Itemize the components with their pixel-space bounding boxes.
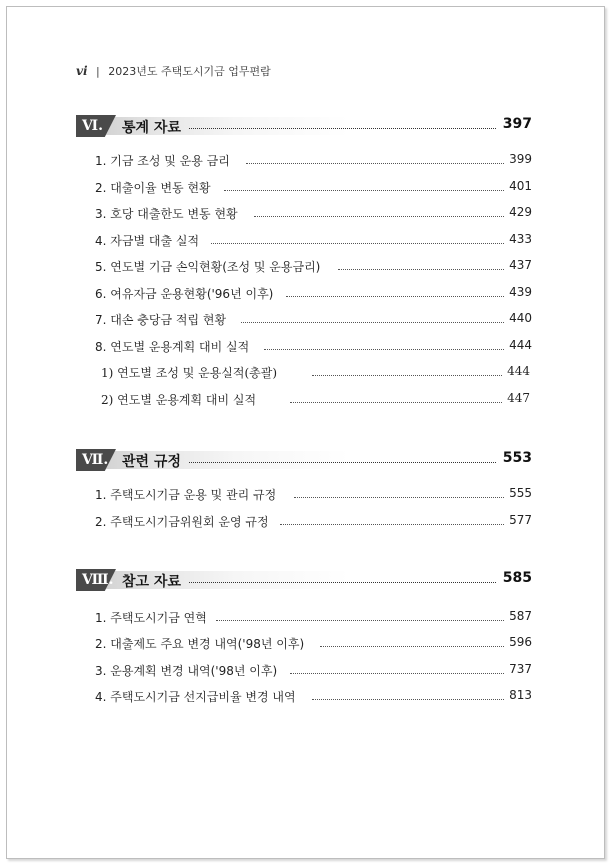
toc-entry[interactable] [76,311,532,331]
toc-entry-page: 737 [505,662,532,676]
toc-entry[interactable] [76,609,532,629]
dot-leader [224,190,504,191]
toc-entry-page: 555 [505,486,532,500]
page-numeral: vi [76,64,88,78]
dot-leader [254,216,504,217]
dot-leader [211,243,504,244]
section-page: 553 [502,450,532,466]
toc-entry[interactable] [76,285,532,305]
toc-entry-label: 8. 연도별 운용계획 대비 실적 [95,338,253,355]
section-title: 관련 규정 [122,454,181,470]
toc-entry-label: 2. 주택도시기금위원회 운영 규정 [95,513,273,530]
section-numeral: Ⅵ. [82,118,103,134]
toc-section [76,569,532,704]
toc-entry-label: 1. 기금 조성 및 운용 금리 [95,152,234,169]
toc-entry-page: 399 [505,152,532,166]
toc-entry-label: 6. 여유자금 운용현황('96년 이후) [95,285,277,302]
toc-entry-page: 437 [505,258,532,272]
dot-leader [290,673,504,674]
toc-entry-label: 3. 호당 대출한도 변동 현황 [95,205,242,222]
toc-entry-label: 3. 운용계획 변경 내역('98년 이후) [95,662,281,679]
dot-leader [312,375,502,376]
toc-entry-page: 444 [503,364,530,378]
toc-entry[interactable] [76,486,532,506]
toc-entry-label: 2. 대출제도 주요 변경 내역('98년 이후) [95,635,308,652]
section-title: 참고 자료 [122,574,181,590]
toc-entry-page: 596 [505,635,532,649]
dot-leader [338,269,504,270]
toc-entry-label: 7. 대손 충당금 적립 현황 [95,311,230,328]
toc-section [76,449,532,529]
toc-entry[interactable] [76,688,532,708]
dot-leader [246,163,504,164]
toc-subentry[interactable] [76,391,532,411]
dot-leader [320,646,504,647]
toc-entry-label: 2) 연도별 운용계획 대비 실적 [101,391,260,408]
dot-leader [290,402,502,403]
toc-entry-label: 1) 연도별 조성 및 운용실적(총괄) [101,364,281,381]
dot-leader [286,296,504,297]
dot-leader [294,497,504,498]
section-heading[interactable] [76,569,532,591]
section-numeral: Ⅷ. [82,572,114,588]
toc-entry-label: 1. 주택도시기금 연혁 [95,609,211,626]
toc-entry-label: 1. 주택도시기금 운용 및 관리 규정 [95,486,280,503]
toc-entry-page: 429 [505,205,532,219]
toc-entry-page: 433 [505,232,532,246]
toc-section [76,115,532,407]
toc-entry-label: 4. 자금별 대출 실적 [95,232,203,249]
section-numeral: Ⅶ. [82,452,109,468]
section-title: 통계 자료 [122,120,181,136]
section-page: 397 [502,116,532,132]
running-head [76,63,271,79]
header-separator: | [96,65,100,78]
dot-leader [280,524,504,525]
toc-entry-page: 587 [505,609,532,623]
toc-entry-page: 444 [505,338,532,352]
section-heading[interactable] [76,115,532,137]
book-title: 2023년도 주택도시기금 업무편람 [108,65,271,78]
toc-entry[interactable] [76,179,532,199]
toc-entry-label: 2. 대출이율 변동 현황 [95,179,215,196]
toc-entry-page: 813 [505,688,532,702]
dot-leader [189,462,496,463]
toc-entry-page: 440 [505,311,532,325]
toc-entry[interactable] [76,635,532,655]
section-heading[interactable] [76,449,532,471]
toc-entry[interactable] [76,258,532,278]
toc-entry[interactable] [76,513,532,533]
toc-entry[interactable] [76,232,532,252]
toc-entry-page: 439 [505,285,532,299]
toc-entry[interactable] [76,205,532,225]
dot-leader [312,699,504,700]
toc-entry[interactable] [76,662,532,682]
dot-leader [264,349,504,350]
dot-leader [189,128,496,129]
dot-leader [216,620,504,621]
toc-entry-page: 401 [505,179,532,193]
dot-leader [241,322,504,323]
toc-entry-label: 5. 연도별 기금 손익현황(조성 및 운용금리) [95,258,324,275]
toc-subentry[interactable] [76,364,532,384]
toc-entry-page: 447 [503,391,530,405]
toc-entry-page: 577 [505,513,532,527]
dot-leader [189,582,496,583]
toc-entry-label: 4. 주택도시기금 선지급비율 변경 내역 [95,688,300,705]
section-page: 585 [502,570,532,586]
toc-entry[interactable] [76,152,532,172]
toc-entry[interactable] [76,338,532,358]
